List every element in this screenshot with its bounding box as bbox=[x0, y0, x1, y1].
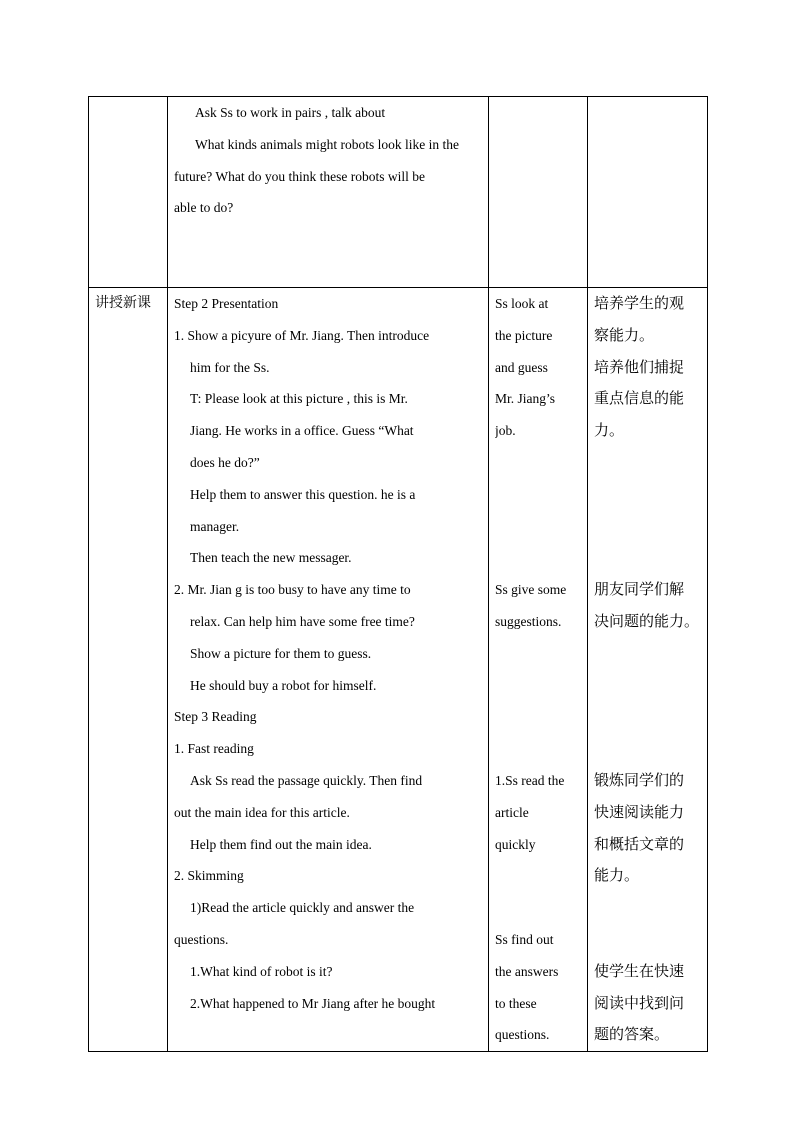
purpose-line: 培养他们捕捉 bbox=[594, 357, 685, 376]
purpose-line: 能力。 bbox=[594, 866, 640, 885]
activity-line: future? What do you think these robots will be bbox=[174, 168, 425, 184]
activity-line: Jiang. He works in a office. Guess “What bbox=[190, 423, 414, 439]
purpose-line bbox=[594, 670, 701, 702]
student-line bbox=[495, 542, 581, 574]
purpose-line bbox=[594, 924, 701, 956]
purpose-line: 使学生在快速 bbox=[594, 961, 685, 980]
purpose-line: 培养学生的观 bbox=[594, 294, 685, 312]
activity-line: Help them to answer this question. he is a bbox=[190, 486, 416, 502]
student-line bbox=[495, 892, 581, 924]
purpose-line bbox=[594, 638, 701, 670]
purpose-line bbox=[594, 733, 701, 765]
purpose-line bbox=[594, 892, 701, 924]
student-line bbox=[495, 447, 581, 479]
student-line bbox=[495, 860, 581, 892]
student-line: quickly bbox=[495, 836, 536, 852]
purpose-line: 题的答案。 bbox=[594, 1025, 670, 1044]
activity-line: manager. bbox=[190, 518, 240, 534]
activity-line: out the main idea for this article. bbox=[174, 804, 350, 820]
purpose-line: 重点信息的能 bbox=[594, 389, 685, 408]
activity-line: 2. Mr. Jian g is too busy to have any time to bbox=[174, 582, 411, 598]
activity-cell bbox=[168, 288, 489, 1052]
student-line: questions. bbox=[495, 1027, 550, 1043]
activity-line: 1. Fast reading bbox=[174, 741, 254, 757]
student-line: suggestions. bbox=[495, 613, 562, 629]
stage-cell bbox=[89, 288, 168, 1052]
student-line: and guess bbox=[495, 359, 548, 375]
student-line: Ss give some bbox=[495, 582, 567, 598]
activity-line: 2.What happened to Mr Jiang after he bought bbox=[190, 995, 436, 1011]
student-line: the picture bbox=[495, 327, 553, 343]
activity-line: What kinds animals might robots look like in the bbox=[195, 136, 459, 152]
purpose-line: 朋友同学们解 bbox=[594, 580, 685, 599]
activity-line: Then teach the new messager. bbox=[190, 550, 352, 566]
activity-line: Show a picture for them to guess. bbox=[190, 645, 372, 661]
student-line bbox=[495, 670, 581, 702]
purpose-line: 锻炼同学们的 bbox=[594, 770, 685, 789]
activity-line: relax. Can help him have some free time? bbox=[190, 613, 415, 629]
student-line: article bbox=[495, 804, 529, 820]
purpose-line bbox=[594, 511, 701, 543]
purpose-line bbox=[594, 701, 701, 733]
student-line: to these bbox=[495, 995, 537, 1011]
purpose-cell bbox=[588, 97, 708, 288]
student-line: job. bbox=[495, 423, 516, 439]
purpose-line bbox=[594, 447, 701, 479]
student-line: 1.Ss read the bbox=[495, 772, 565, 788]
activity-line: Help them find out the main idea. bbox=[190, 836, 372, 852]
student-line: the answers bbox=[495, 963, 559, 979]
activity-line: Step 3 Reading bbox=[174, 709, 257, 725]
table-row bbox=[89, 288, 708, 1052]
activity-line: 1.What kind of robot is it? bbox=[190, 963, 333, 979]
student-line: Mr. Jiang’s bbox=[495, 391, 556, 407]
activity-cell bbox=[168, 97, 489, 288]
student-line bbox=[495, 479, 581, 511]
purpose-line bbox=[594, 542, 701, 574]
stage-label: 讲授新课 bbox=[95, 295, 151, 311]
activity-line: Step 2 Presentation bbox=[174, 296, 279, 311]
table-row bbox=[89, 97, 708, 288]
student-line: Ss find out bbox=[495, 931, 554, 947]
student-line bbox=[495, 733, 581, 765]
purpose-cell bbox=[588, 288, 708, 1052]
activity-line: him for the Ss. bbox=[190, 359, 270, 375]
activity-line: 1. Show a picyure of Mr. Jiang. Then introduce bbox=[174, 327, 430, 343]
activity-line: questions. bbox=[174, 931, 229, 947]
activity-line: able to do? bbox=[174, 200, 234, 216]
activity-line: does he do?” bbox=[190, 454, 260, 470]
purpose-line: 阅读中找到问 bbox=[594, 993, 685, 1012]
student-activity-cell bbox=[489, 97, 588, 288]
student-line bbox=[495, 701, 581, 733]
stage-cell bbox=[89, 97, 168, 288]
purpose-line bbox=[594, 479, 701, 511]
purpose-line: 察能力。 bbox=[594, 325, 655, 344]
purpose-line: 和概括文章的 bbox=[594, 834, 685, 853]
activity-line: 1)Read the article quickly and answer the bbox=[190, 900, 415, 916]
activity-line: T: Please look at this picture , this is Mr. bbox=[190, 391, 408, 407]
activity-line: Ask Ss read the passage quickly. Then find bbox=[190, 772, 423, 788]
activity-line: Ask Ss to work in pairs , talk about bbox=[195, 105, 386, 120]
purpose-line: 快速阅读能力 bbox=[594, 802, 685, 821]
student-line bbox=[495, 511, 581, 543]
student-line: Ss look at bbox=[495, 296, 549, 311]
lesson-plan-table bbox=[88, 96, 708, 1052]
activity-line: He should buy a robot for himself. bbox=[190, 677, 377, 693]
purpose-line: 力。 bbox=[594, 421, 625, 440]
student-activity-cell bbox=[489, 288, 588, 1052]
purpose-line: 决问题的能力。 bbox=[594, 611, 700, 630]
student-line bbox=[495, 638, 581, 670]
activity-line: 2. Skimming bbox=[174, 868, 244, 884]
